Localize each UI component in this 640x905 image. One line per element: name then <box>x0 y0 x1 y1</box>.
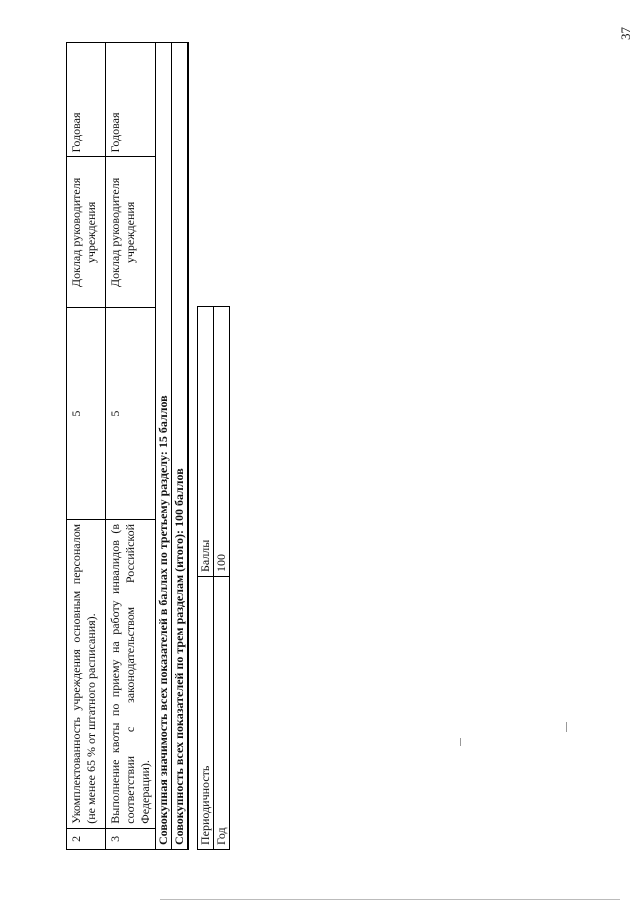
periodicity-header-row <box>198 307 214 850</box>
indicator-source: Доклад руководителя учреждения <box>67 157 106 308</box>
grand-total-row <box>172 43 189 850</box>
page-number: 37 <box>618 27 633 40</box>
row-number: 2 <box>67 828 106 849</box>
indicator-score: 5 <box>106 308 156 520</box>
rotated-page-content <box>66 42 230 850</box>
indicators-table <box>66 42 189 850</box>
indicator-source: Доклад руководителя учреждения <box>106 157 156 308</box>
section-total-text: Совокупная значимость всех показателей в баллах по третьему разделу: 15 баллов <box>156 43 172 850</box>
grand-total-text: Совокупность всех показателей по трем разделам (итого): 100 баллов <box>172 43 189 850</box>
indicator-period: Годовая <box>106 43 156 157</box>
scan-mark <box>160 899 620 900</box>
table-row <box>106 43 156 850</box>
periodicity-header-label: Периодичность <box>198 577 214 850</box>
indicator-name: Укомплектованность учреждения основным персоналом (не менее 65 % от штатного расписания). <box>67 519 106 828</box>
periodicity-row-label: Год <box>214 577 230 850</box>
scan-mark <box>566 722 567 732</box>
scan-mark <box>460 738 461 746</box>
indicator-score: 5 <box>67 308 106 520</box>
periodicity-table <box>197 306 230 850</box>
periodicity-row <box>214 307 230 850</box>
table-row <box>67 43 106 850</box>
periodicity-row-value: 100 <box>214 307 230 577</box>
indicator-name: Выполнение квоты по приему на работу инвалидов (в соответствии с законодательством Российской Федерации). <box>106 519 156 828</box>
indicator-period: Годовая <box>67 43 106 157</box>
periodicity-header-value: Баллы <box>198 307 214 577</box>
section-total-row <box>156 43 172 850</box>
row-number: 3 <box>106 828 156 849</box>
